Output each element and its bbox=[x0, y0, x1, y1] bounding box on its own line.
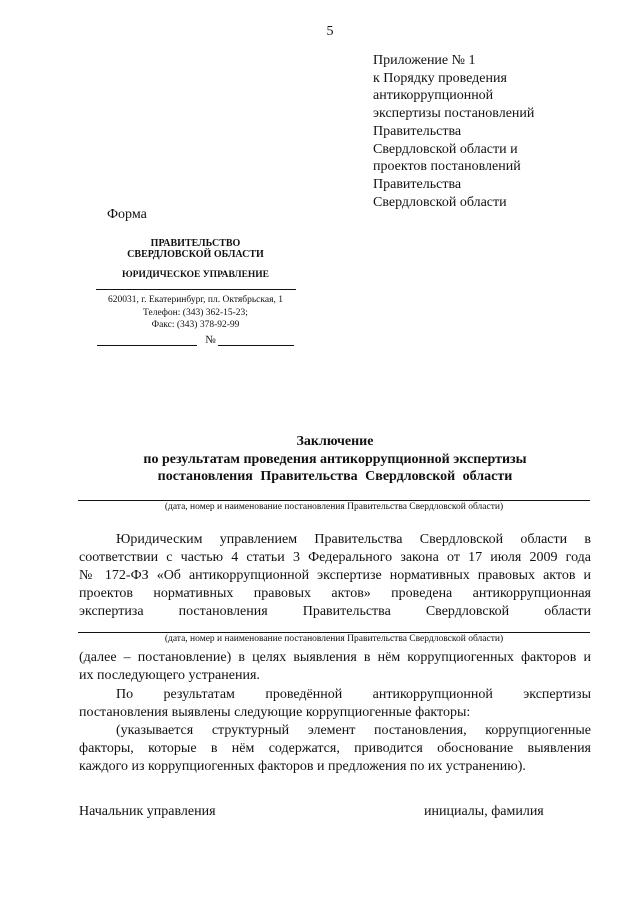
paragraph-line: каждого из коррупциогенных факторов и предложения по их устранению). bbox=[79, 759, 526, 774]
fill-in-caption: (дата, номер и наименование постановления Правительства Свердловской области) bbox=[164, 502, 504, 512]
fill-in-line bbox=[78, 500, 590, 501]
paragraph-line: По результатам проведённой антикоррупционной экспертизы bbox=[116, 687, 591, 702]
letterhead-government-line: ПРАВИТЕЛЬСТВО bbox=[150, 238, 241, 249]
paragraph-instructions bbox=[79, 722, 591, 776]
fill-in-caption: (дата, номер и наименование постановления Правительства Свердловской области) bbox=[164, 634, 504, 644]
appendix-line: Свердловской области и bbox=[373, 141, 518, 157]
number-sign: № bbox=[205, 333, 216, 346]
letterhead-address: 620031, г. Екатеринбург, пл. Октябрьская, 1 bbox=[108, 295, 283, 305]
paragraph-line: проектов нормативных правовых актов» проведена антикоррупционная bbox=[79, 586, 591, 601]
paragraph-purpose bbox=[79, 649, 591, 685]
letterhead-date-number bbox=[88, 334, 303, 346]
paragraph-line: экспертиза постановления Правительства Свердловской области bbox=[79, 604, 591, 619]
paragraph-findings bbox=[79, 686, 591, 722]
appendix-line: Правительства bbox=[373, 123, 462, 139]
page-number: 5 bbox=[326, 24, 334, 39]
letterhead-divider bbox=[96, 289, 296, 290]
title-line: по результатам проведения антикоррупционной экспертизы bbox=[143, 451, 527, 467]
paragraph-line: постановления выявлены следующие коррупциогенные факторы: bbox=[79, 705, 471, 720]
appendix-line: Правительства bbox=[373, 176, 462, 192]
signature-name: инициалы, фамилия bbox=[424, 804, 544, 819]
signature-position: Начальник управления bbox=[79, 804, 216, 819]
appendix-line: экспертизы постановлений bbox=[373, 106, 535, 122]
paragraph-line: соответствии с частью 4 статьи 3 Федерального закона от 17 июля 2009 года bbox=[79, 550, 591, 565]
paragraph-line: Юридическим управлением Правительства Свердловской области в bbox=[116, 532, 591, 547]
letterhead-department: ЮРИДИЧЕСКОЕ УПРАВЛЕНИЕ bbox=[121, 270, 270, 280]
appendix-line: к Порядку проведения bbox=[373, 70, 507, 86]
paragraph-line: № 172-ФЗ «Об антикоррупционной экспертизе нормативных правовых актов и bbox=[79, 568, 591, 583]
letterhead-government-line: СВЕРДЛОВСКОЙ ОБЛАСТИ bbox=[127, 249, 264, 260]
appendix-note bbox=[373, 52, 623, 211]
paragraph-expertise bbox=[79, 531, 591, 621]
date-blank-line bbox=[97, 334, 197, 346]
paragraph-line: факторы, которые в нём содержатся, приводится обоснование выявления bbox=[79, 741, 591, 756]
paragraph-line: их последующего устранения. bbox=[79, 668, 260, 683]
number-blank-line bbox=[218, 334, 294, 346]
paragraph-line: (указывается структурный элемент постановления, коррупциогенные bbox=[116, 723, 591, 738]
letterhead-contacts bbox=[88, 294, 303, 332]
form-label: Форма bbox=[107, 207, 147, 222]
letterhead-phone: Телефон: (343) 362-15-23; bbox=[143, 307, 248, 318]
fill-in-line bbox=[78, 632, 590, 633]
letterhead bbox=[88, 238, 303, 346]
appendix-line: проектов постановлений bbox=[373, 159, 521, 175]
letterhead-fax: Факс: (343) 378-92-99 bbox=[151, 320, 240, 330]
appendix-line: Приложение № 1 bbox=[373, 53, 476, 68]
letterhead-government bbox=[88, 238, 303, 260]
title-line: Заключение bbox=[296, 434, 374, 449]
paragraph-line: (далее – постановление) в целях выявления в нём коррупциогенных факторов и bbox=[79, 650, 591, 665]
title-line: постановления Правительства Свердловской области bbox=[157, 469, 513, 484]
appendix-line: антикоррупционной bbox=[373, 88, 494, 104]
document-title bbox=[70, 433, 600, 486]
appendix-line: Свердловской области bbox=[373, 194, 507, 210]
